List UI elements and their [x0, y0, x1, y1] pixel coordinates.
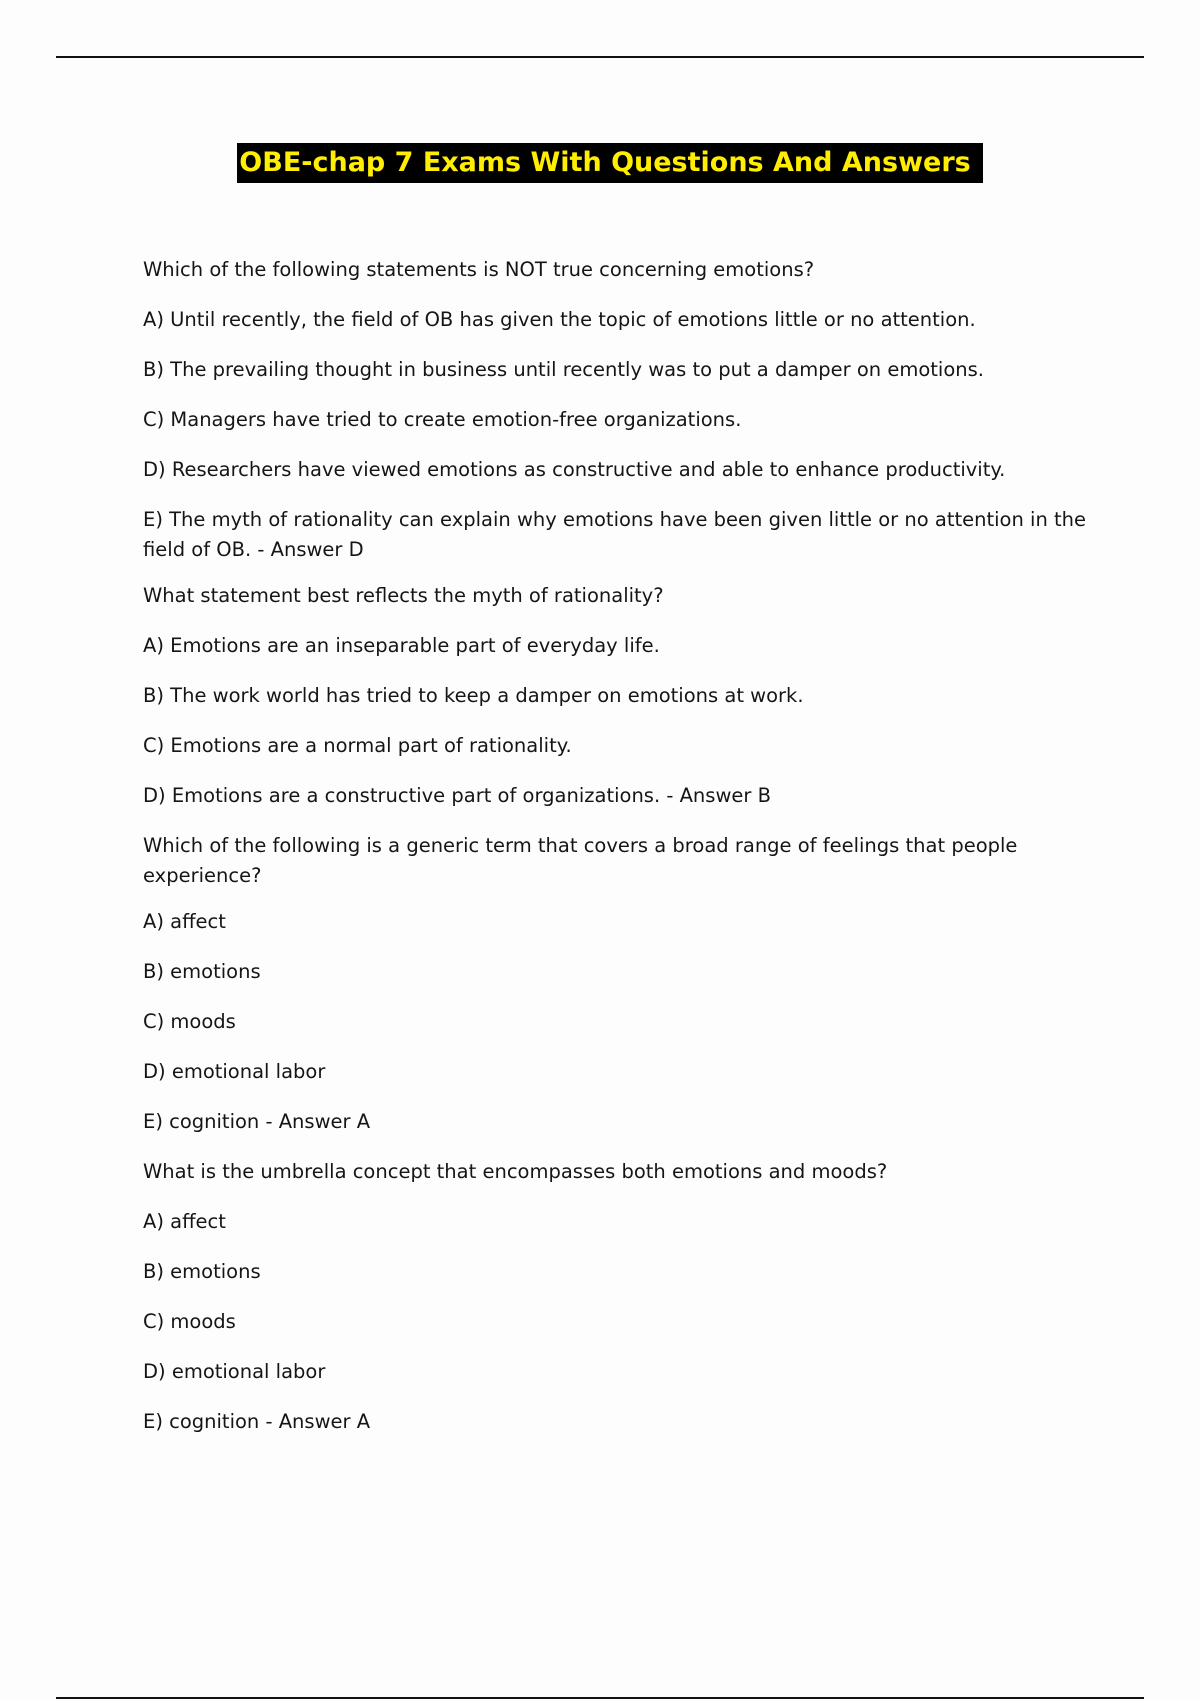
question-3-option-a: A) affect	[143, 910, 226, 933]
question-3-option-b: B) emotions	[143, 960, 261, 983]
question-3: Which of the following is a generic term that covers a broad range of feelings that people experience?	[143, 834, 1018, 887]
question-4-option-e-answer: E) cognition - Answer A	[143, 1410, 371, 1433]
question-2: What statement best reflects the myth of rationality?	[143, 584, 664, 607]
document-body	[143, 255, 1103, 1457]
question-2-option-d-answer: D) Emotions are a constructive part of organizations. - Answer B	[143, 784, 771, 807]
question-4-option-b: B) emotions	[143, 1260, 261, 1283]
question-2-option-c: C) Emotions are a normal part of rationality.	[143, 734, 572, 757]
question-1-option-e-answer: E) The myth of rationality can explain why emotions have been given little or no attention in the field of OB. - Answer D	[143, 508, 1086, 561]
question-4-option-a: A) affect	[143, 1210, 226, 1233]
question-1-option-c: C) Managers have tried to create emotion-free organizations.	[143, 408, 742, 431]
question-2-option-a: A) Emotions are an inseparable part of everyday life.	[143, 634, 660, 657]
document-title: OBE-chap 7 Exams With Questions And Answers	[237, 143, 982, 183]
question-1: Which of the following statements is NOT true concerning emotions?	[143, 258, 815, 281]
question-1-option-a: A) Until recently, the field of OB has given the topic of emotions little or no attention.	[143, 308, 976, 331]
question-2-option-b: B) The work world has tried to keep a damper on emotions at work.	[143, 684, 804, 707]
question-4-option-d: D) emotional labor	[143, 1360, 326, 1383]
question-1-option-b: B) The prevailing thought in business until recently was to put a damper on emotions.	[143, 358, 984, 381]
question-3-option-d: D) emotional labor	[143, 1060, 326, 1083]
question-4-option-c: C) moods	[143, 1310, 236, 1333]
bottom-rule	[56, 1697, 1144, 1699]
question-3-option-c: C) moods	[143, 1010, 236, 1033]
question-4: What is the umbrella concept that encompasses both emotions and moods?	[143, 1160, 888, 1183]
top-rule	[56, 56, 1144, 58]
question-1-option-d: D) Researchers have viewed emotions as constructive and able to enhance productivity.	[143, 458, 1006, 481]
question-3-option-e-answer: E) cognition - Answer A	[143, 1110, 371, 1133]
title-container	[0, 143, 1200, 183]
